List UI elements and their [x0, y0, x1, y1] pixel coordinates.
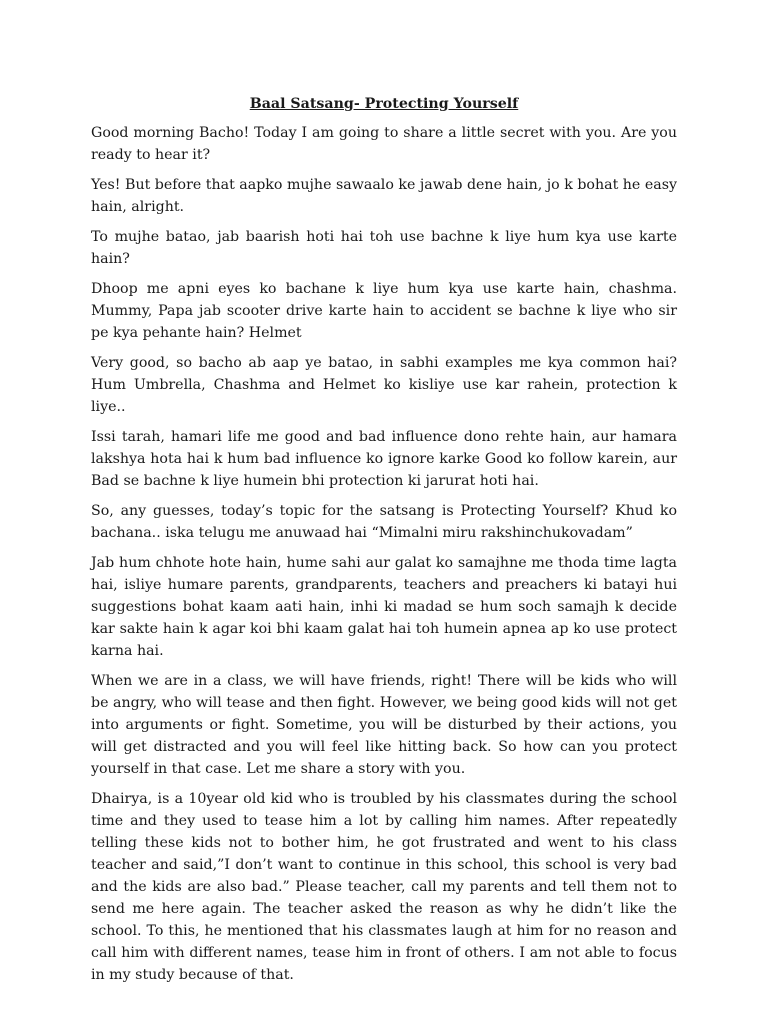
- paragraph-sun-helmet-question: Dhoop me apni eyes ko bachane k liye hum kya use karte hain, chashma. Mummy, Papa jab scooter drive karte hain to accident se bachne k liye who sir pe kya pehante hain? Helmet: [91, 281, 677, 341]
- paragraph-topic: So, any guesses, today’s topic for the satsang is Protecting Yourself? Khud ko bachana.. iska telugu me anuwaad hai “Mimalni miru rakshinchukovadam”: [91, 503, 677, 541]
- document-title: Baal Satsang- Protecting Yourself: [249, 96, 519, 112]
- paragraph-dhairya-story: Dhairya, is a 10year old kid who is troubled by his classmates during the school time and they used to tease him a lot by calling him names. After repeatedly telling these kids not to bother him, he got frustrated and went to his class teacher and said,”I don’t want to continue in this school, this school is very bad and the kids are also bad.” Please teacher, call my parents and tell them not to send me here again. The teacher asked the reason as why he didn’t like the school. To this, he mentioned that his classmates laugh at him for no reason and call him with different names, tease him in front of others. I am not able to focus in my study because of that.: [91, 791, 677, 983]
- paragraph-common-protection: Very good, so bacho ab aap ye batao, in sabhi examples me kya common hai? Hum Umbrella, Chashma and Helmet ko kisliye use kar rahein, protection k liye..: [91, 355, 677, 415]
- paragraph-elders-guidance: Jab hum chhote hote hain, hume sahi aur galat ko samajhne me thoda time lagta hai, isliye humare parents, grandparents, teachers and preachers ki batayi hui suggestions bohat kaam aati hain, inhi ki madad se hum soch samajh k decide kar sakte hain k agar koi bhi kaam galat hai toh humein apnea ap ko use protect karna hai.: [91, 555, 677, 659]
- paragraph-questions-intro: Yes! But before that aapko mujhe sawaalo ke jawab dene hain, jo k bohat he easy hain, alright.: [91, 177, 677, 215]
- document-body: [91, 93, 677, 994]
- paragraph-greeting: Good morning Bacho! Today I am going to share a little secret with you. Are you ready to hear it?: [91, 125, 677, 163]
- paragraph-rain-question: To mujhe batao, jab baarish hoti hai toh use bachne k liye hum kya use karte hain?: [91, 229, 677, 267]
- paragraph-classroom: When we are in a class, we will have friends, right! There will be kids who will be angry, who will tease and then fight. However, we being good kids will not get into arguments or fight. Sometime, you will be disturbed by their actions, you will get distracted and you will feel like hitting back. So how can you protect yourself in that case. Let me share a story with you.: [91, 673, 677, 777]
- paragraph-influence: Issi tarah, hamari life me good and bad influence dono rehte hain, aur hamara lakshya hota hai k hum bad influence ko ignore karke Good ko follow karein, aur Bad se bachne k liye humein bhi protection ki jarurat hoti hai.: [91, 429, 677, 489]
